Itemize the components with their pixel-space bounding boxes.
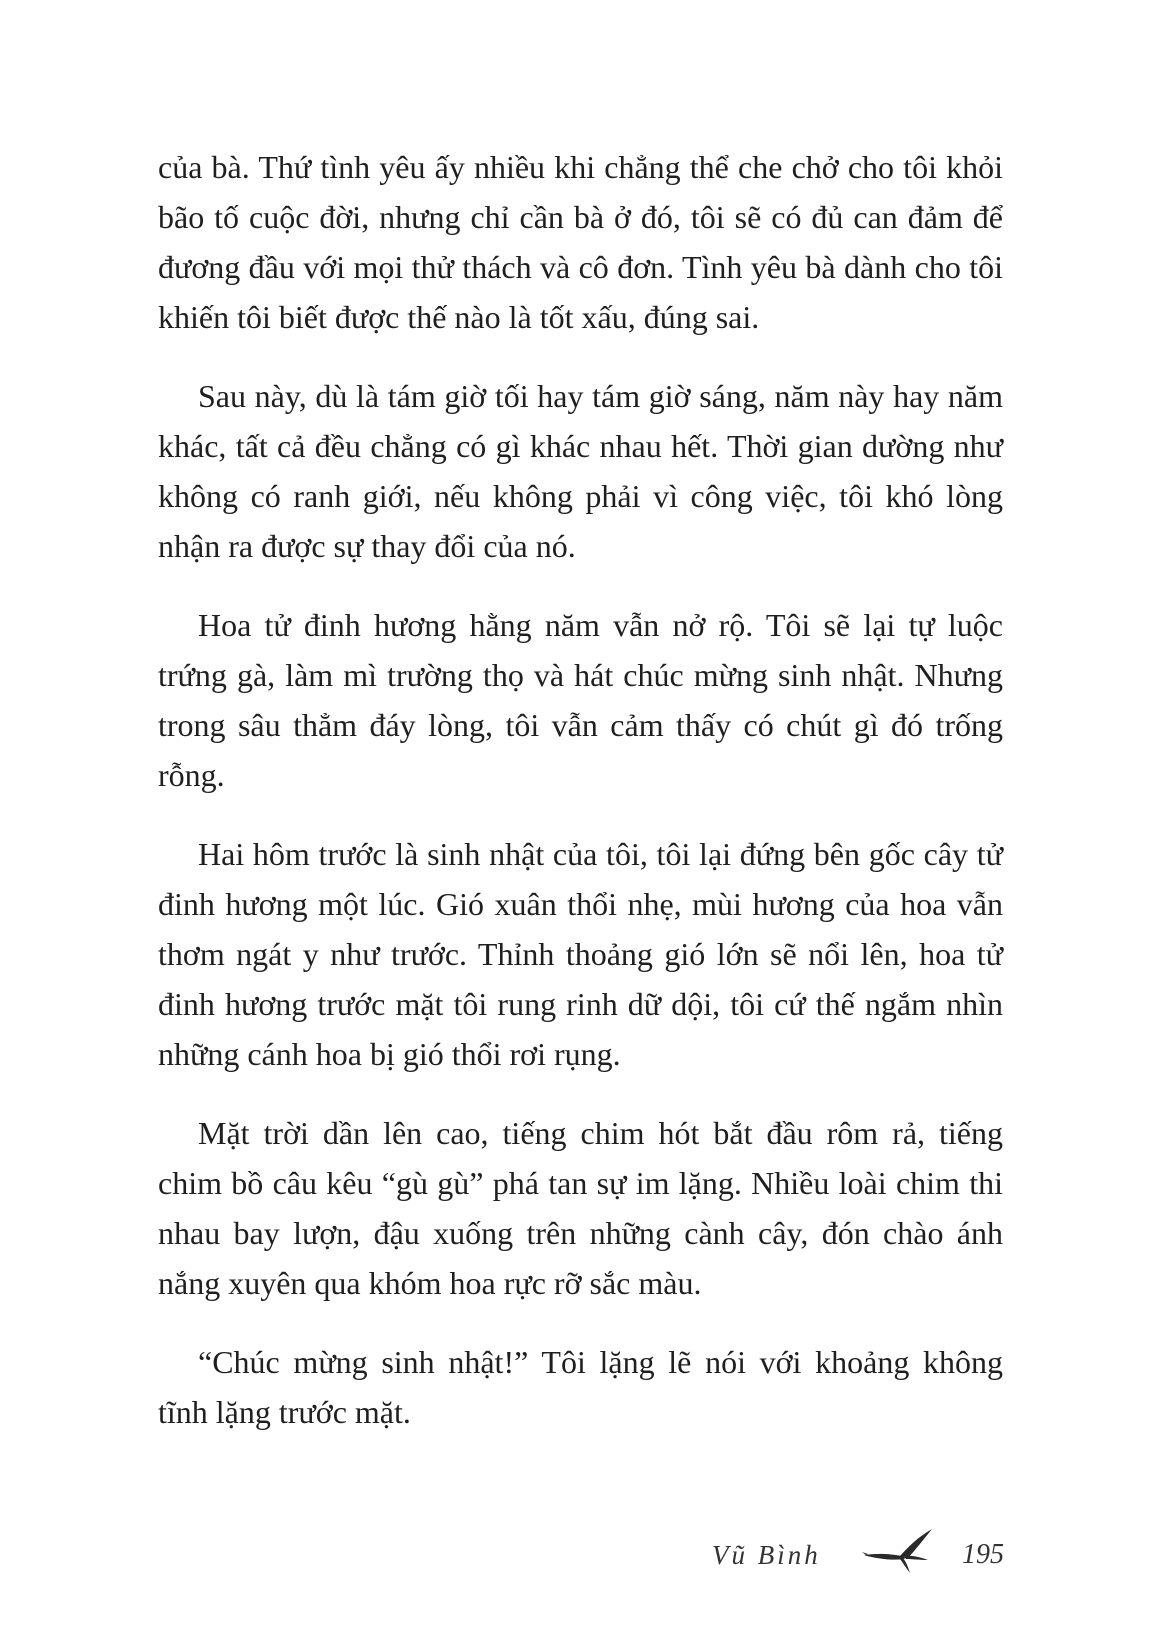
paragraph-5: Mặt trời dần lên cao, tiếng chim hót bắt đầu rôm rả, tiếng chim bồ câu kêu “gù gù” phá tan sự im lặng. Nhiều loài chim thi nhau bay lượn, đậu xuống trên những cành cây, đón chào ánh nắng xuyên qua khóm hoa rực rỡ sắc màu. bbox=[158, 1115, 1003, 1301]
paragraph-1: của bà. Thứ tình yêu ấy nhiều khi chẳng thể che chở cho tôi khỏi bão tố cuộc đời, nhưng chỉ cần bà ở đó, tôi sẽ có đủ can đảm để đương đầu với mọi thử thách và cô đơn. Tình yêu bà dành cho tôi khiến tôi biết được thế nào là tốt xấu, đúng sai. bbox=[158, 149, 1003, 335]
paragraph-3: Hoa tử đinh hương hằng năm vẫn nở rộ. Tôi sẽ lại tự luộc trứng gà, làm mì trường thọ và hát chúc mừng sinh nhật. Nhưng trong sâu thẳm đáy lòng, tôi vẫn cảm thấy có chút gì đó trống rỗng. bbox=[158, 607, 1003, 793]
swallow-icon bbox=[862, 1527, 934, 1575]
page-footer bbox=[0, 1535, 1166, 1595]
paragraph-6: “Chúc mừng sinh nhật!” Tôi lặng lẽ nói với khoảng không tĩnh lặng trước mặt. bbox=[158, 1344, 1003, 1430]
body-text bbox=[158, 142, 1003, 1466]
author-name: Vũ Bình bbox=[712, 1540, 821, 1570]
page-number: 195 bbox=[962, 1539, 1004, 1570]
paragraph-4: Hai hôm trước là sinh nhật của tôi, tôi lại đứng bên gốc cây tử đinh hương một lúc. Gió xuân thổi nhẹ, mùi hương của hoa vẫn thơm ngát y như trước. Thỉnh thoảng gió lớn sẽ nổi lên, hoa tử đinh hương trước mặt tôi rung rinh dữ dội, tôi cứ thế ngắm nhìn những cánh hoa bị gió thổi rơi rụng. bbox=[158, 836, 1003, 1072]
paragraph-2: Sau này, dù là tám giờ tối hay tám giờ sáng, năm này hay năm khác, tất cả đều chẳng có gì khác nhau hết. Thời gian dường như không có ranh giới, nếu không phải vì công việc, tôi khó lòng nhận ra được sự thay đổi của nó. bbox=[158, 378, 1003, 564]
